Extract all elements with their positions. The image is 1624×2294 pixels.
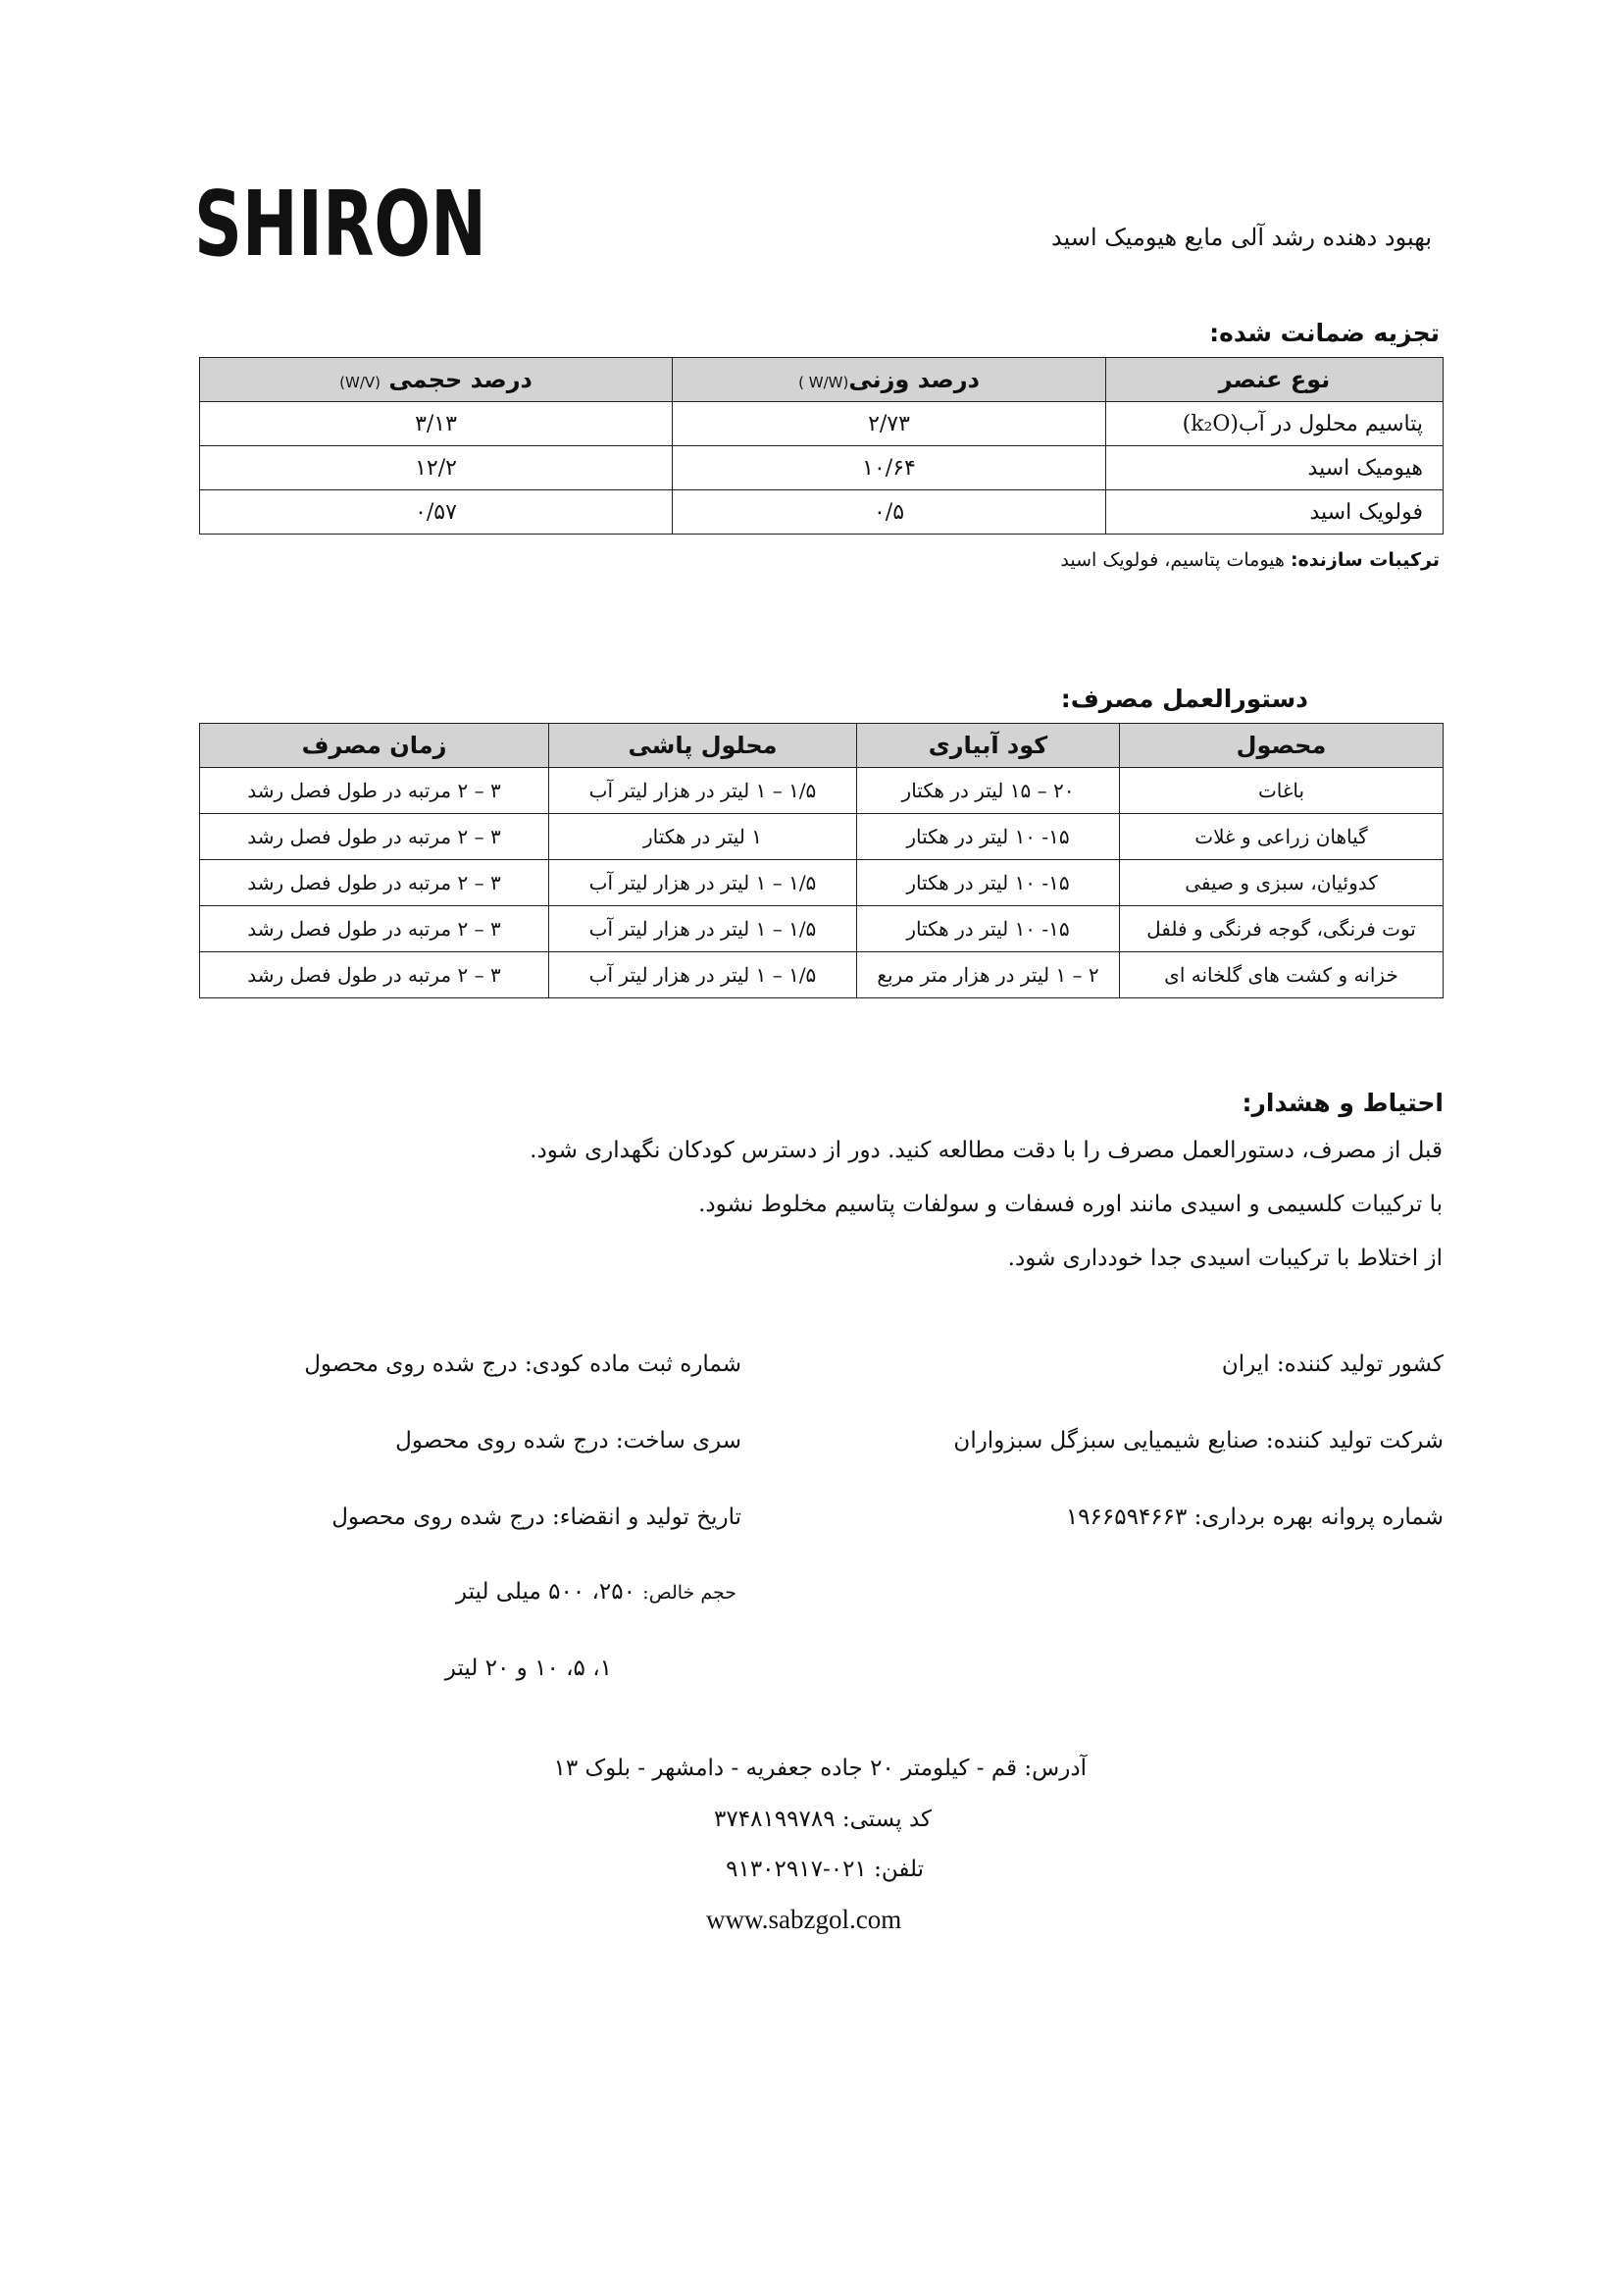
components-label: ترکیبات سازنده:: [1290, 549, 1440, 571]
usage-title: دستورالعمل مصرف:: [1060, 685, 1308, 713]
warning-line-3: از اختلاط با ترکیبات اسیدی جدا خودداری شود.: [1007, 1246, 1443, 1271]
volume-value: ۰/۵۷: [200, 490, 673, 535]
column-irrigation: کود آبیاری: [857, 724, 1120, 768]
product-name: گیاهان زراعی و غلات: [1120, 814, 1444, 860]
table-row: [200, 768, 1444, 814]
table-row: [200, 952, 1444, 998]
column-product: محصول: [1120, 724, 1444, 768]
warning-line-2: با ترکیبات کلسیمی و اسیدی مانند اوره فسفات و سولفات پتاسیم مخلوط نشود.: [698, 1192, 1443, 1217]
net-volume: [456, 1579, 736, 1605]
batch-number: سری ساخت: درج شده روی محصول: [395, 1428, 741, 1453]
column-time: زمان مصرف: [200, 724, 549, 768]
table-row: [200, 906, 1444, 952]
volume-label: درصد حجمی: [388, 366, 533, 393]
license-number: شماره پروانه بهره برداری: ۱۹۶۶۵۹۴۶۶۳: [1065, 1504, 1444, 1530]
usage-table: [199, 723, 1444, 998]
analysis-header-row: [200, 358, 1444, 402]
volume-unit: (W/V): [339, 374, 381, 391]
table-row: [200, 446, 1444, 490]
spray-dose: ۱/۵ – ۱ لیتر در هزار لیتر آب: [549, 860, 857, 906]
warning-title: احتیاط و هشدار:: [1242, 1089, 1444, 1117]
product-subtitle: بهبود دهنده رشد آلی مایع هیومیک اسید: [1051, 224, 1432, 251]
usage-time: ۳ – ۲ مرتبه در طول فصل رشد: [200, 814, 549, 860]
irrigation-dose: ۲۰ – ۱۵ لیتر در هکتار: [857, 768, 1120, 814]
producer-company: شرکت تولید کننده: صنایع شیمیایی سبزگل سبزواران: [953, 1428, 1444, 1453]
website-link[interactable]: www.sabzgol.com: [706, 1905, 902, 1934]
irrigation-dose: ۱۵- ۱۰ لیتر در هکتار: [857, 860, 1120, 906]
column-volume: [200, 358, 673, 402]
volume-value: ۳/۱۳: [200, 402, 673, 446]
weight-label: درصد وزنی: [848, 366, 980, 393]
column-weight: [673, 358, 1106, 402]
producer-country: کشور تولید کننده: ایران: [1221, 1351, 1444, 1377]
svg-text:SHIRON: SHIRON: [194, 172, 486, 277]
postal-code: کد پستی: ۳۷۴۸۱۹۹۷۸۹: [714, 1807, 932, 1832]
irrigation-dose: ۲ – ۱ لیتر در هزار متر مربع: [857, 952, 1120, 998]
spray-dose: ۱ لیتر در هکتار: [549, 814, 857, 860]
table-row: [200, 814, 1444, 860]
production-expiry-dates: تاریخ تولید و انقضاء: درج شده روی محصول: [331, 1504, 741, 1530]
table-row: [200, 402, 1444, 446]
element-name: هیومیک اسید: [1106, 446, 1444, 490]
warning-line-1: قبل از مصرف، دستورالعمل مصرف را با دقت مطالعه کنید. دور از دسترس کودکان نگهداری شود.: [530, 1138, 1443, 1163]
analysis-table: [199, 357, 1444, 535]
weight-value: ۲/۷۳: [673, 402, 1106, 446]
registration-number: شماره ثبت ماده کودی: درج شده روی محصول: [304, 1351, 741, 1377]
product-name: خزانه و کشت های گلخانه ای: [1120, 952, 1444, 998]
product-name: توت فرنگی، گوجه فرنگی و فلفل: [1120, 906, 1444, 952]
weight-value: ۰/۵: [673, 490, 1106, 535]
analysis-title: تجزیه ضمانت شده:: [1209, 319, 1440, 347]
table-row: [200, 490, 1444, 535]
net-volume-label: حجم خالص:: [642, 1582, 736, 1604]
spray-dose: ۱/۵ – ۱ لیتر در هزار لیتر آب: [549, 906, 857, 952]
spray-dose: ۱/۵ – ۱ لیتر در هزار لیتر آب: [549, 768, 857, 814]
shiron-logo: [194, 172, 488, 277]
net-volume-ml: ۲۵۰، ۵۰۰ میلی لیتر: [455, 1579, 635, 1605]
usage-time: ۳ – ۲ مرتبه در طول فصل رشد: [200, 860, 549, 906]
phone-number: تلفن: ۰۲۱-۹۱۳۰۲۹۱۷: [726, 1857, 924, 1882]
usage-time: ۳ – ۲ مرتبه در طول فصل رشد: [200, 768, 549, 814]
address: آدرس: قم - کیلومتر ۲۰ جاده جعفریه - دامشهر - بلوک ۱۳: [553, 1756, 1087, 1781]
product-name: کدوئیان، سبزی و صیفی: [1120, 860, 1444, 906]
element-name: پتاسیم محلول در آب(k₂O): [1106, 402, 1444, 446]
weight-unit: (W/W ): [798, 374, 849, 391]
spray-dose: ۱/۵ – ۱ لیتر در هزار لیتر آب: [549, 952, 857, 998]
weight-value: ۱۰/۶۴: [673, 446, 1106, 490]
irrigation-dose: ۱۵- ۱۰ لیتر در هکتار: [857, 814, 1120, 860]
irrigation-dose: ۱۵- ۱۰ لیتر در هکتار: [857, 906, 1120, 952]
column-element: نوع عنصر: [1106, 358, 1444, 402]
volume-value: ۱۲/۲: [200, 446, 673, 490]
usage-header-row: [200, 724, 1444, 768]
element-name: فولویک اسید: [1106, 490, 1444, 535]
usage-time: ۳ – ۲ مرتبه در طول فصل رشد: [200, 906, 549, 952]
column-spray: محلول پاشی: [549, 724, 857, 768]
usage-time: ۳ – ۲ مرتبه در طول فصل رشد: [200, 952, 549, 998]
components-line: [1060, 549, 1440, 571]
product-name: باغات: [1120, 768, 1444, 814]
table-row: [200, 860, 1444, 906]
net-volume-liters: ۱، ۵، ۱۰ و ۲۰ لیتر: [444, 1656, 612, 1681]
components-value: هیومات پتاسیم، فولویک اسید: [1060, 549, 1285, 571]
